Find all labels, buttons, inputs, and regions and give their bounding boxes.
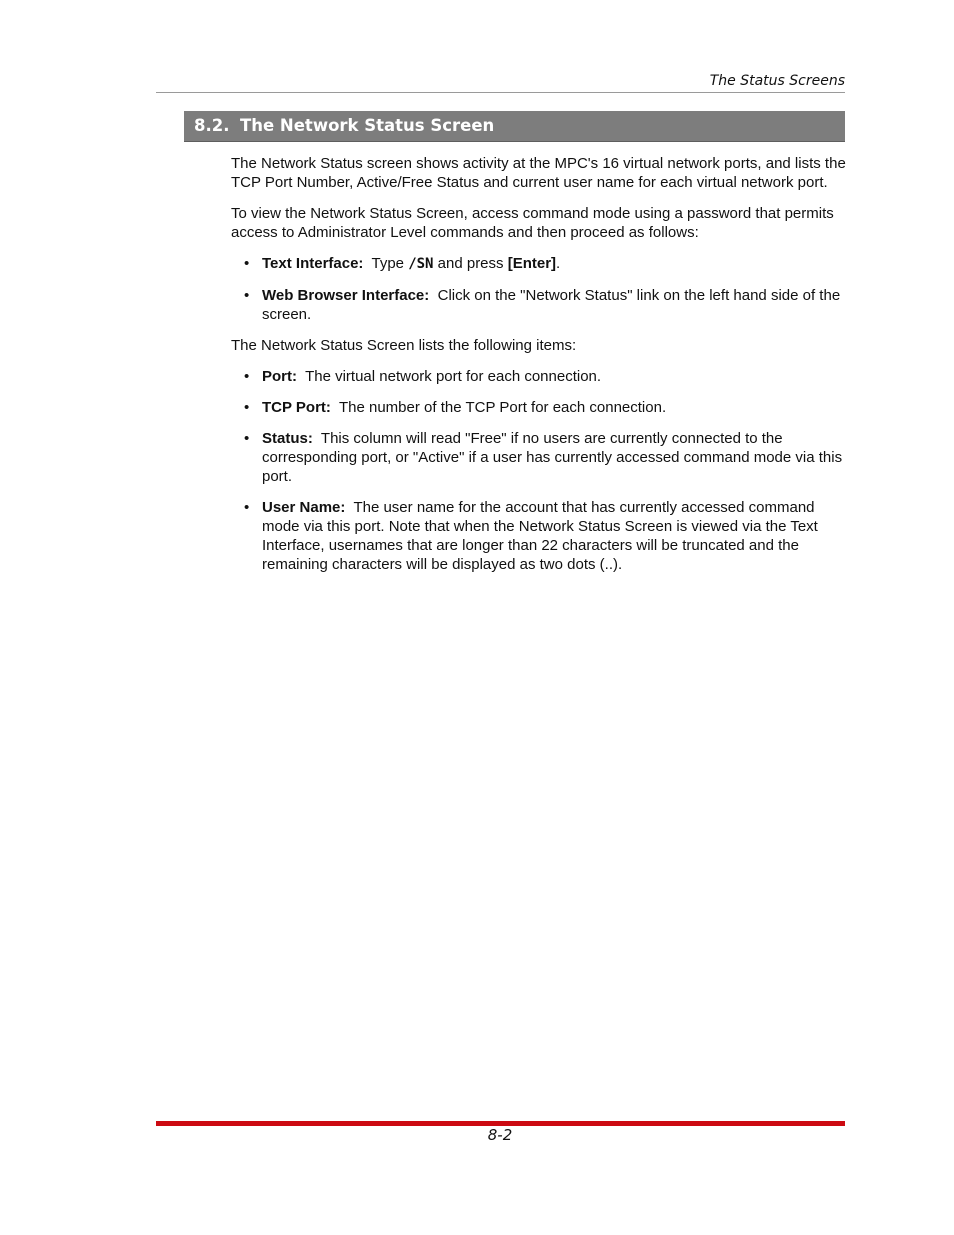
running-header bbox=[156, 72, 845, 93]
list-item bbox=[231, 498, 847, 574]
list-item-lead: Port: bbox=[262, 368, 297, 385]
bullet-icon: • bbox=[244, 255, 250, 272]
section-heading-bar bbox=[184, 111, 845, 142]
bullet-icon: • bbox=[244, 368, 250, 385]
section-number: 8.2. bbox=[194, 116, 230, 135]
list-item-lead: User Name: bbox=[262, 499, 346, 516]
bullet-icon: • bbox=[244, 287, 250, 304]
body-content bbox=[231, 154, 847, 586]
key-text: [Enter] bbox=[507, 255, 557, 272]
intro-paragraph-1: The Network Status screen shows activity at the MPC's 16 virtual network ports, and lists the TCP Port Number, Active/Free Status and current user name for each virtual network port. bbox=[231, 155, 846, 191]
list-item-text: Type bbox=[371, 255, 409, 272]
command-text: /SN bbox=[408, 256, 434, 272]
section-title: The Network Status Screen bbox=[240, 116, 495, 135]
list-item bbox=[231, 429, 847, 486]
list-item-text: The user name for the account that has currently accessed command mode via this port. Note that when the Network Status Screen is viewed via the Text Interface, usernames that are longer than 22 characters will be truncated and the remaining characters will be displayed as two dots (..). bbox=[262, 499, 818, 573]
access-method-web-browser bbox=[231, 286, 847, 324]
list-item-lead: Text Interface: bbox=[262, 255, 364, 272]
status-items-list bbox=[231, 367, 847, 574]
list-item-text: and press bbox=[433, 255, 508, 272]
list-item bbox=[231, 367, 847, 386]
list-item-text: Click on the "Network Status" link on the left hand side of the screen. bbox=[262, 287, 841, 323]
list-item-text: . bbox=[556, 255, 561, 272]
list-item-lead: Status: bbox=[262, 430, 313, 447]
running-header-title: The Status Screens bbox=[709, 73, 845, 89]
list-item-text: The number of the TCP Port for each connection. bbox=[338, 399, 667, 416]
items-intro-paragraph: The Network Status Screen lists the following items: bbox=[231, 337, 577, 354]
intro-paragraph-2: To view the Network Status Screen, access command mode using a password that permits access to Administrator Level commands and then proceed as follows: bbox=[231, 205, 834, 241]
access-method-list bbox=[231, 254, 847, 324]
list-item-lead: TCP Port: bbox=[262, 399, 331, 416]
list-item-text: This column will read "Free" if no users are currently connected to the corresponding port, or "Active" if a user has currently accessed command mode via this port. bbox=[262, 430, 843, 485]
bullet-icon: • bbox=[244, 399, 250, 416]
access-method-text-interface bbox=[231, 254, 847, 274]
list-item-text: The virtual network port for each connection. bbox=[305, 368, 602, 385]
page-number: 8-2 bbox=[487, 1126, 513, 1144]
list-item-lead: Web Browser Interface: bbox=[262, 287, 430, 304]
bullet-icon: • bbox=[244, 430, 250, 447]
bullet-icon: • bbox=[244, 499, 250, 516]
list-item bbox=[231, 398, 847, 417]
